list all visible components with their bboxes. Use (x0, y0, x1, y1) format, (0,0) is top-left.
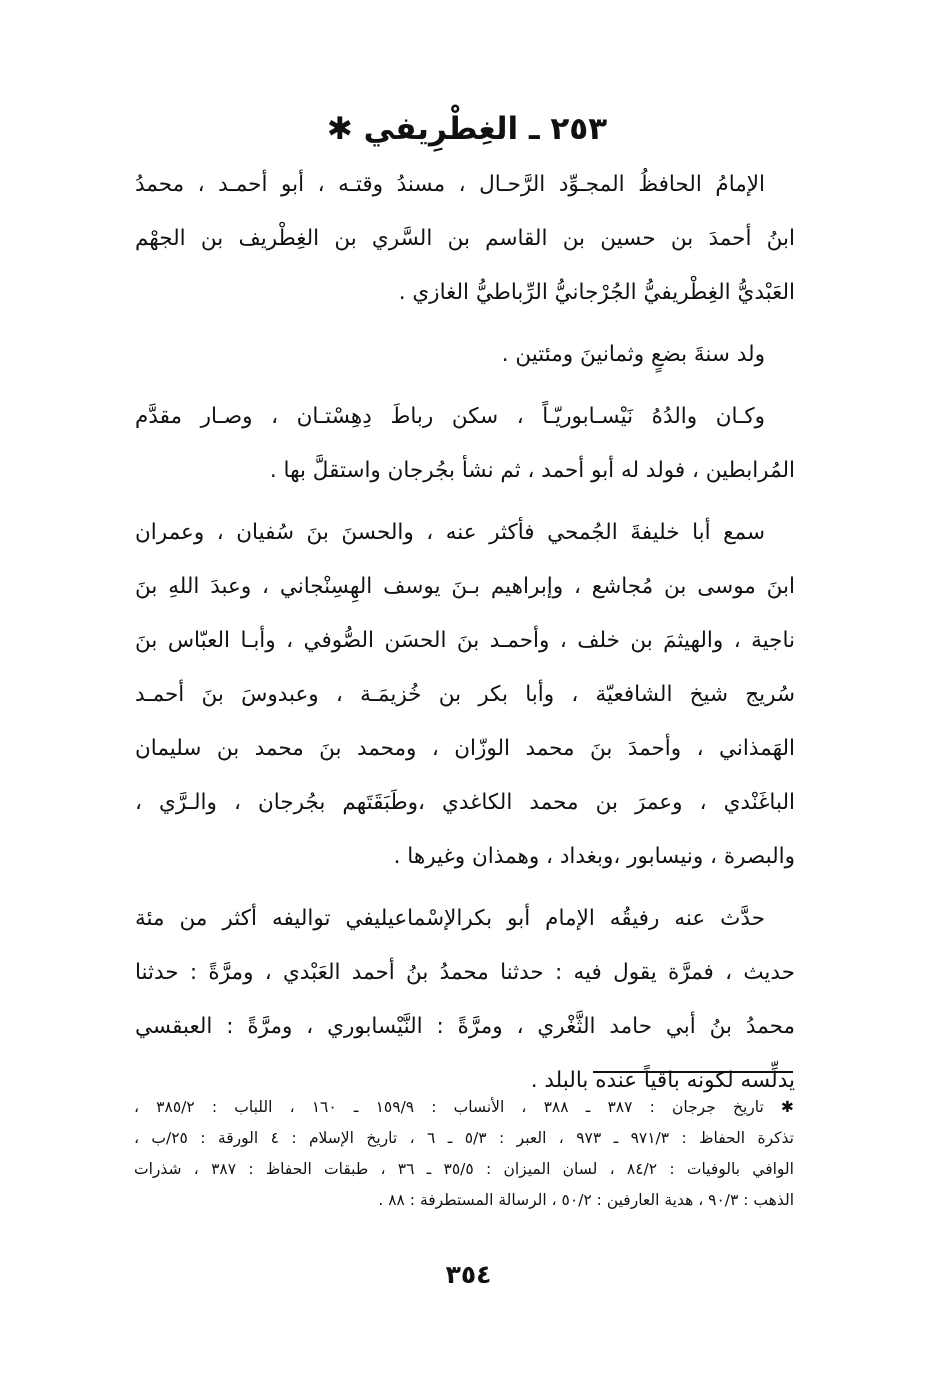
entry-heading: ٢٥٣ ـ الغِطْرِيفي ✱ (326, 111, 608, 147)
text-line: سمع أبا خليفةَ الجُمحي فأكثر عنه ، والحسنَ بنَ سُفيان ، وعمران (135, 520, 765, 545)
footnote-line: ✱ تاريخ جرجان : ٣٨٧ ـ ٣٨٨ ، الأنساب : ١٥٩/٩ ـ ١٦٠ ، اللباب : ٣٨٥/٢ ، (134, 1098, 794, 1116)
text-line: والبصرة ، ونيسابور ،وبغداد ، وهمذان وغيرها . (393, 844, 795, 869)
text-line: ولد سنةَ بضعٍ وثمانينَ ومئتين . (501, 342, 765, 367)
text-line: وكـان والدُهُ نَيْسـابوريّـاً ، سكن رباطَ دِهِسْتـان ، وصـار مقدَّم (135, 404, 765, 429)
text-line: الإمامُ الحافظُ المجـوِّد الرَّحـال ، مسندُ وقتـه ، أبو أحمـد ، محمدُ (135, 172, 765, 197)
text-line: حديث ، فمرَّة يقول فيه : حدثنا محمدُ بنُ أحمد العَبْدي ، ومرَّةً : حدثنا (135, 960, 795, 985)
paragraph-birth (135, 328, 795, 382)
footnote-line: الذهب : ٩٠/٣ ، هدية العارفين : ٥٠/٢ ، الرسالة المستطرفة : ٨٨ . (378, 1191, 794, 1209)
footnote-line: تذكرة الحفاظ : ٩٧١/٣ ـ ٩٧٣ ، العبر : ٥/٣ ـ ٦ ، تاريخ الإسلام : ٤ الورقة : ٢٥/ب ، (134, 1129, 794, 1147)
text-line: الهَمذاني ، وأحمدَ بنَ محمد الوزّان ، ومحمد بنَ محمد بن سليمان (135, 736, 795, 761)
text-line: ناجية ، والهيثمَ بن خلف ، وأحمـد بنَ الحسَن الصُّوفي ، وأبـا العبّاس بنَ (135, 628, 795, 653)
text-line: حدَّث عنه رفيقُه الإمام أبو بكرالإسْماعيليفي تواليفه أكثر من مئة (135, 906, 765, 931)
paragraph-teachers (135, 506, 795, 884)
footnote-line: الوافي بالوفيات : ٨٤/٢ ، لسان الميزان : ٣٥/٥ ـ ٣٦ ، طبقات الحفاظ : ٣٨٧ ، شذرات (134, 1160, 794, 1178)
footnote-divider (593, 1071, 793, 1073)
text-line: العَبْديُّ الغِطْريفيُّ الجُرْجانيُّ الرِّباطيُّ الغازي . (398, 280, 795, 305)
text-line: ابنُ أحمدَ بن حسين بن القاسم بن السَّري بن الغِطْريف بن الجهْم (135, 226, 795, 251)
entry-body (135, 158, 795, 1108)
text-line: سُريج شيخ الشافعيّة ، وأبا بكر بن خُزيمَـة ، وعبدوسَ بنَ أحمـد (135, 682, 795, 707)
text-line: المُرابطين ، فولد له أبو أحمد ، ثم نشأ بجُرجان واستقلَّ بها . (269, 458, 795, 483)
text-line: يدلِّسه لكونه باقياً عنده بالبلد . (530, 1068, 795, 1093)
page-number: ٣٥٤ (445, 1260, 492, 1289)
paragraph-father (135, 390, 795, 498)
text-line: الباغَنْدي ، وعمرَ بن محمد الكاغدي ،وطَبَقَتَهم بجُرجان ، والـرَّي ، (135, 790, 795, 815)
footnotes (134, 1092, 794, 1216)
text-line: محمدُ بنُ أبي حامد الثَّغْري ، ومرَّةً : النَّيْسابوري ، ومرَّةً : العبقسي (135, 1014, 795, 1039)
paragraph-lineage (135, 158, 795, 320)
text-line: ابنَ موسى بن مُجاشع ، وإبراهيم بـنَ يوسف الهِسِنْجاني ، وعبدَ اللهِ بنَ (135, 574, 795, 599)
paragraph-students (135, 892, 795, 1108)
